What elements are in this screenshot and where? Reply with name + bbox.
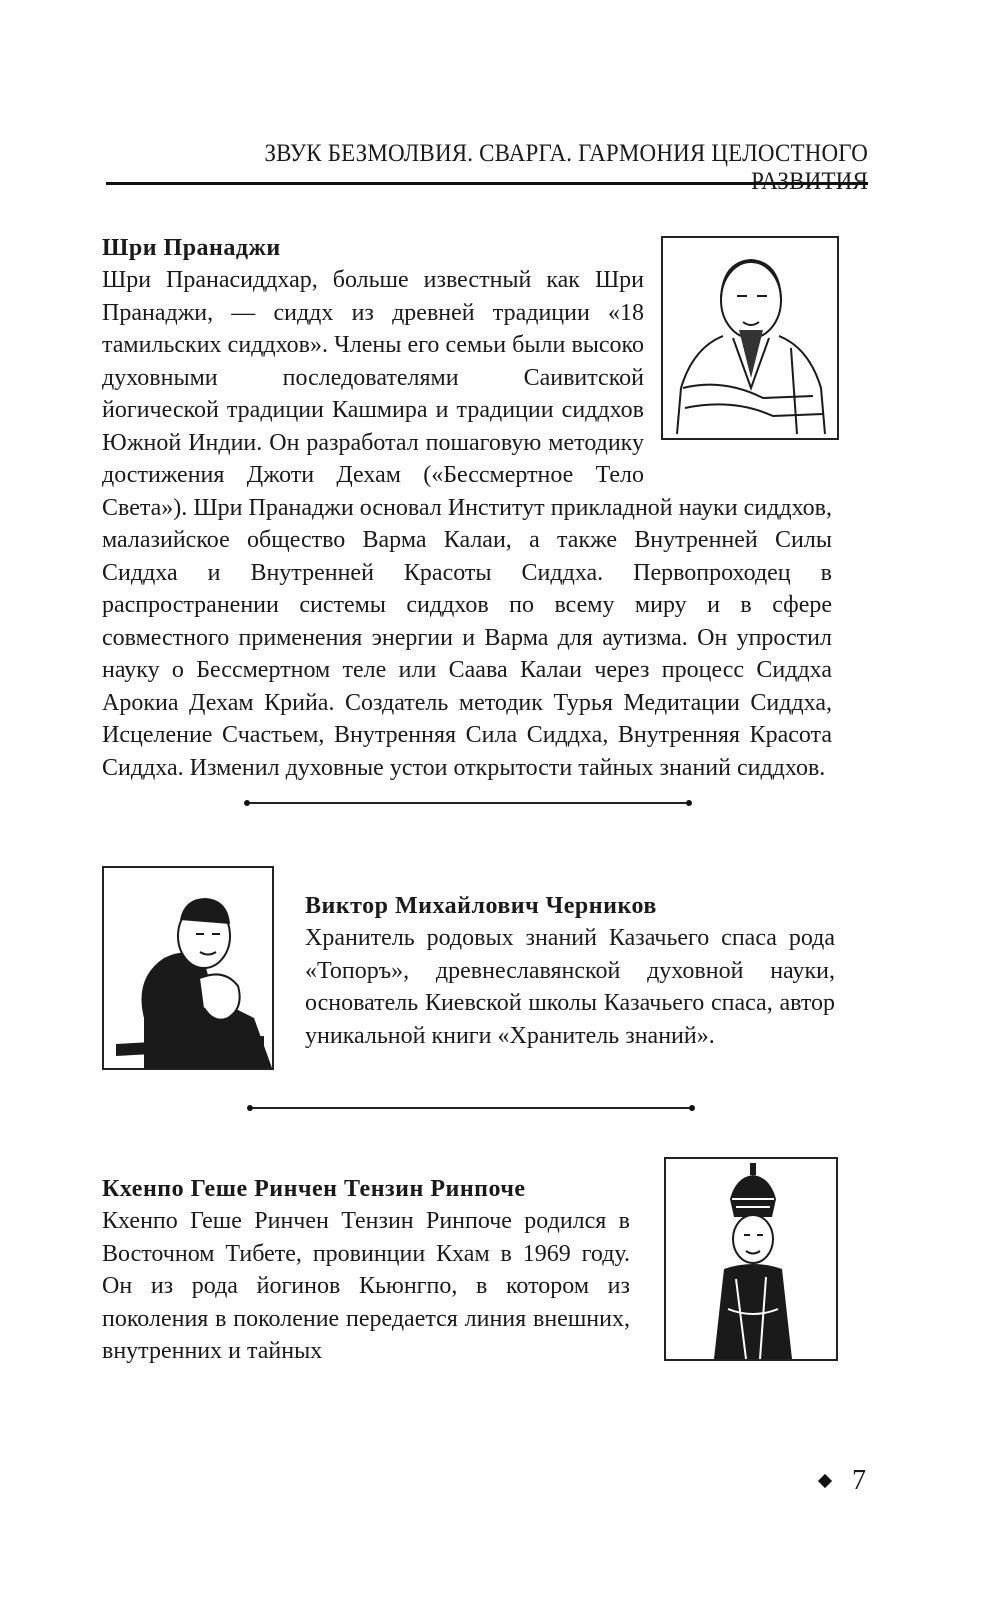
folio-diamond-icon	[818, 1474, 832, 1488]
page-number: 7	[852, 1465, 866, 1496]
running-head: ЗВУК БЕЗМОЛВИЯ. СВАРГА. ГАРМОНИЯ ЦЕЛОСТНОГО	[264, 140, 868, 167]
bio-khenpo-rinchen-tenzin	[102, 1173, 630, 1368]
portrait-viktor-chernikov	[102, 866, 274, 1070]
bio-name: Виктор Михайлович Черников	[305, 893, 657, 919]
portrait-sketch-icon	[104, 868, 272, 1068]
bio-text: Шри Пранасиддхар, больше известный как Шри Пранаджи, — сиддх из древней традиции «18 тамильских сиддхов». Члены его семьи были высоко духовными последователями Саивитской йогической традиции Кашмира и традиции сиддхов Южной Индии. Он разработал пошаговую методику достижения Джоти Дехам («Бессмертное Тело Света»). Шри Пранаджи основал Институт прикладной науки сиддхов, малазийское общество Варма Калаи, а также Внутренней Силы Сиддха и Внутренней Красоты Сиддха. Первопроходец в распространении системы сиддхов по всему миру и в сфере совместного применения энергии и Варма для аутизма. Он упростил науку о Бессмертном теле или Саава Калаи через процесс Сиддха Арокиа Дехам Крийа. Создатель методик Турья Медитации Сиддха, Исцеление Счастьем, Внутренняя Сила Сиддха, Внутренняя Красота Сиддха. Изменил духовные устои открытости тайных знаний сиддхов.	[102, 267, 832, 781]
bio-shri-pranaji	[102, 232, 832, 784]
bio-name: Кхенпо Геше Ринчен Тензин Ринпоче	[102, 1176, 526, 1202]
bio-text: Кхенпо Геше Ринчен Тензин Ринпоче родился в Восточном Тибете, провинции Кхам в 1969 году. Он из рода йогинов Кьюнгпо, в котором из поколения в поколение передается линия внешних, внутренних и тайных	[102, 1208, 630, 1364]
header-rule	[106, 182, 868, 185]
section-divider	[247, 1101, 695, 1115]
bio-text: Хранитель родовых знаний Казачьего спаса рода «Топоръ», древнеславянской духовной науки, основатель Киевской школы Казачьего спаса, автор уникальной книги «Хранитель знаний».	[305, 925, 835, 1049]
bio-name: Шри Пранаджи	[102, 235, 281, 261]
bio-viktor-chernikov	[305, 890, 835, 1052]
section-divider	[244, 796, 692, 810]
portrait-sketch-icon	[666, 1159, 836, 1359]
portrait-khenpo-rinchen-tenzin	[664, 1157, 838, 1361]
